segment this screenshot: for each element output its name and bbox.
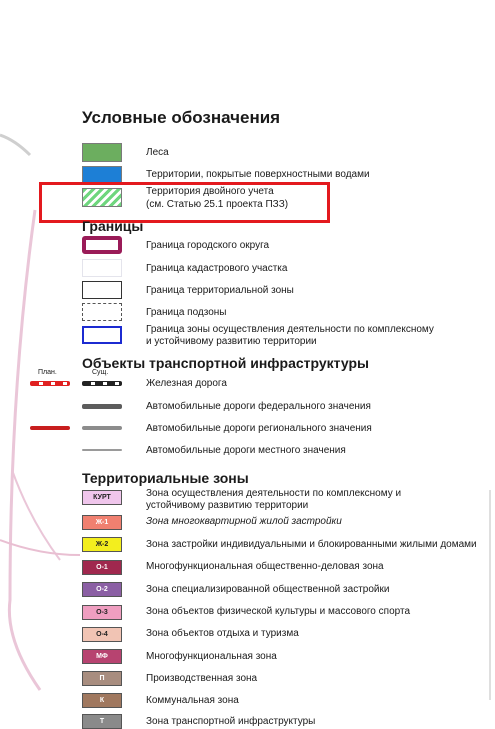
local-road-symbol [82, 449, 122, 451]
borders-title: Границы [82, 218, 144, 234]
legend-title: Условные обозначения [82, 108, 281, 127]
city-border-label: Граница городского округа [146, 240, 270, 251]
zone-swatch-o3: О-3 [82, 605, 122, 620]
zone-zh2-label: Зона застройки индивидуальными и блокированными жилыми домами [146, 539, 477, 550]
local-road-label: Автомобильные дороги местного значения [146, 445, 346, 456]
transport-title: Объекты транспортной инфраструктуры [82, 355, 369, 371]
zone-o3-label: Зона объектов физической культуры и массового спорта [146, 606, 410, 617]
zone-border-swatch [82, 281, 122, 299]
double-accounting-note: (см. Статью 25.1 проекта ПЗЗ) [146, 199, 289, 210]
cadastral-border-label: Граница кадастрового участка [146, 263, 288, 274]
zone-o1-label: Многофункциональная общественно-деловая зона [146, 561, 384, 572]
zone-kurt-label-2: устойчивому развитию территории [146, 500, 309, 511]
zone-swatch-zh1: Ж-1 [82, 515, 122, 530]
zone-kurt-label: Зона осуществления деятельности по комплексному и [146, 488, 402, 499]
regional-road-label: Автомобильные дороги регионального значения [146, 423, 372, 434]
zone-swatch-p: П [82, 671, 122, 686]
federal-road-symbol [82, 404, 122, 409]
railway-label: Железная дорога [146, 378, 227, 389]
complex-development-border-label: Граница зоны осуществления деятельности по комплексному [146, 324, 434, 335]
zone-swatch-o1: О-1 [82, 560, 122, 575]
forest-label: Леса [146, 147, 169, 158]
complex-development-border-label-2: и устойчивому развитию территории [146, 336, 317, 347]
railway-planned-symbol [30, 381, 70, 386]
complex-development-border-swatch [82, 326, 122, 344]
zone-swatch-k: К [82, 693, 122, 708]
zone-swatch-mf: МФ [82, 649, 122, 664]
zone-zh1-label: Зона многоквартирной жилой застройки [146, 516, 342, 527]
zones-title: Территориальные зоны [82, 470, 249, 486]
water-label: Территории, покрытые поверхностными водами [146, 169, 370, 180]
federal-road-label: Автомобильные дороги федерального значения [146, 401, 371, 412]
city-border-swatch [82, 236, 122, 254]
zone-swatch-zh2: Ж-2 [82, 537, 122, 552]
existing-caption: Сущ. [92, 369, 109, 376]
planned-caption: План. [38, 369, 57, 376]
zone-k-label: Коммунальная зона [146, 695, 239, 706]
zone-border-label: Граница территориальной зоны [146, 285, 294, 296]
zone-p-label: Производственная зона [146, 673, 258, 684]
subzone-border-label: Граница подзоны [146, 307, 227, 318]
highlight-frame [39, 182, 330, 223]
zone-swatch-o4: О-4 [82, 627, 122, 642]
forest-swatch [82, 143, 122, 162]
zone-mf-label: Многофункциональная зона [146, 651, 277, 662]
cadastral-border-swatch [82, 259, 122, 277]
zone-swatch-kurt: КУРТ [82, 490, 122, 505]
zone-swatch-t: Т [82, 714, 122, 729]
railway-existing-symbol [82, 381, 122, 386]
regional-road-planned-symbol [30, 426, 70, 430]
subzone-border-swatch [82, 303, 122, 321]
zone-swatch-o2: О-2 [82, 582, 122, 597]
double-accounting-label: Территория двойного учета [146, 186, 274, 197]
zone-t-label: Зона транспортной инфраструктуры [146, 716, 316, 727]
zone-o2-label: Зона специализированной общественной застройки [146, 584, 390, 595]
zone-o4-label: Зона объектов отдыха и туризма [146, 628, 299, 639]
regional-road-symbol [82, 426, 122, 430]
